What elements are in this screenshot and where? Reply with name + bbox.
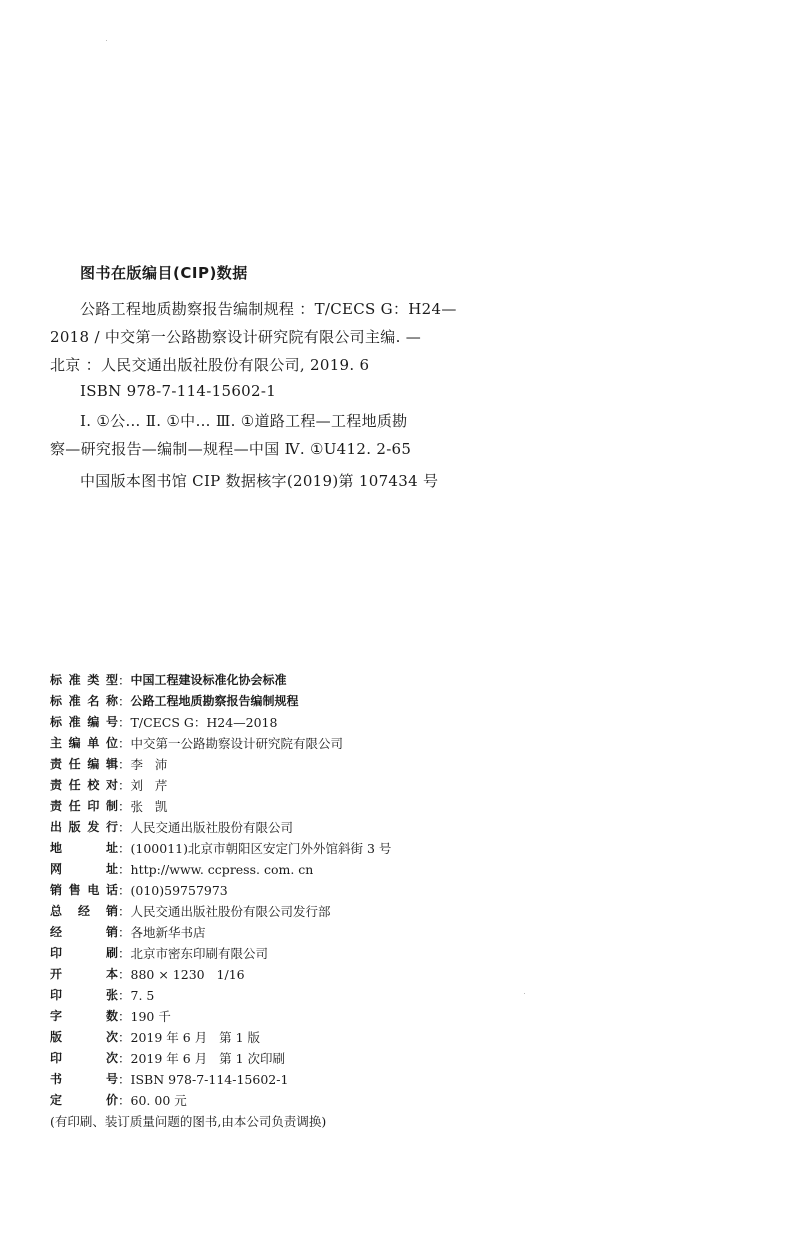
colon: ： xyxy=(118,757,131,772)
colophon-value: 公路工程地质勘察报告编制规程 xyxy=(130,694,299,708)
colophon-label: 责任校对 xyxy=(50,778,118,792)
colophon-row xyxy=(50,754,550,775)
colon: ： xyxy=(118,967,131,982)
colon: ： xyxy=(118,1009,131,1024)
colophon-row xyxy=(50,1006,550,1027)
colophon-label: 印次 xyxy=(50,1051,118,1065)
colophon-label: 责任编辑 xyxy=(50,757,118,771)
colophon-value: 2019 年 6 月 第 1 次印刷 xyxy=(130,1051,286,1066)
colophon-label: 标准编号 xyxy=(50,715,118,729)
colophon-label: 主编单位 xyxy=(50,736,118,750)
colophon-row xyxy=(50,985,550,1006)
colophon-value: ISBN 978-7-114-15602-1 xyxy=(130,1072,289,1087)
colophon-value: 中交第一公路勘察设计研究院有限公司 xyxy=(130,736,344,751)
cip-publisher-line: 北京 ：人民交通出版社股份有限公司, 2019. 6 xyxy=(50,356,370,374)
colophon-value: 人民交通出版社股份有限公司发行部 xyxy=(130,904,331,919)
colophon-row xyxy=(50,733,550,754)
colophon-row xyxy=(50,691,550,712)
colophon-label: 标准名称 xyxy=(50,694,118,708)
colophon-value: 7. 5 xyxy=(130,988,155,1003)
colophon-value: 北京市密东印刷有限公司 xyxy=(130,946,269,961)
quality-note: (有印刷、装订质量问题的图书,由本公司负责调换) xyxy=(50,1114,327,1129)
colophon-row xyxy=(50,880,550,901)
colophon-row xyxy=(50,1069,550,1090)
colophon-label: 网址 xyxy=(50,862,118,876)
cip-heading: 图书在版编目(CIP)数据 xyxy=(80,264,248,282)
colophon-row xyxy=(50,943,550,964)
colophon-value: T/CECS G：H24—2018 xyxy=(130,715,278,730)
colophon-row xyxy=(50,901,550,922)
cip-title-line: 公路工程地质勘察报告编制规程 ：T/CECS G：H24— xyxy=(80,300,457,318)
colophon-value: 190 千 xyxy=(130,1009,171,1024)
colophon-row xyxy=(50,775,550,796)
colophon-row xyxy=(50,964,550,985)
cip-isbn-line: ISBN 978-7-114-15602-1 xyxy=(80,382,277,400)
colon: ： xyxy=(118,799,131,814)
colophon-value: http://www. ccpress. com. cn xyxy=(130,862,314,877)
colon: ： xyxy=(118,925,131,940)
colon: ： xyxy=(118,1030,131,1045)
colon: ： xyxy=(118,715,131,730)
colophon-label: 版次 xyxy=(50,1030,118,1044)
colophon-value: 张 凯 xyxy=(130,799,168,814)
colophon-label: 印刷 xyxy=(50,946,118,960)
colophon-row xyxy=(50,670,550,691)
colon: ： xyxy=(118,778,131,793)
colophon-row xyxy=(50,838,550,859)
colon: ： xyxy=(118,1072,131,1087)
cip-author-line: 2018 / 中交第一公路勘察设计研究院有限公司主编. — xyxy=(50,328,422,346)
colophon-label: 印张 xyxy=(50,988,118,1002)
colophon-label: 责任印制 xyxy=(50,799,118,813)
colon: ： xyxy=(118,736,131,751)
colophon-row xyxy=(50,796,550,817)
colophon-value: 2019 年 6 月 第 1 版 xyxy=(130,1030,261,1045)
colophon-label: 书号 xyxy=(50,1072,118,1086)
colophon-value: 刘 芹 xyxy=(130,778,168,793)
colon: ： xyxy=(118,1051,131,1066)
colophon-value: (010)59757973 xyxy=(130,883,228,898)
colophon-row xyxy=(50,1048,550,1069)
colon: ： xyxy=(118,904,131,919)
colophon-label: 经销 xyxy=(50,925,118,939)
colophon-label: 开本 xyxy=(50,967,118,981)
colophon-label: 定价 xyxy=(50,1093,118,1107)
colon: ： xyxy=(118,946,131,961)
colon: ： xyxy=(118,694,131,709)
colon: ： xyxy=(118,1093,131,1108)
colophon xyxy=(50,670,550,1132)
colophon-label: 销售电话 xyxy=(50,883,118,897)
colophon-value: 880 × 1230 1/16 xyxy=(130,967,245,982)
colon: ： xyxy=(118,862,131,877)
colophon-row xyxy=(50,1027,550,1048)
colophon-row xyxy=(50,1090,550,1111)
cip-subject-line-cont: 察—研究报告—编制—规程—中国 Ⅳ. ①U412. 2-65 xyxy=(50,440,412,458)
colophon-value: 李 沛 xyxy=(130,757,168,772)
colophon-value: 中国工程建设标准化协会标准 xyxy=(130,673,287,687)
colon: ： xyxy=(118,988,131,1003)
colophon-label: 地址 xyxy=(50,841,118,855)
colophon-row xyxy=(50,859,550,880)
colophon-row xyxy=(50,817,550,838)
colophon-label: 总经销 xyxy=(50,904,118,918)
colophon-label: 出版发行 xyxy=(50,820,118,834)
colophon-label: 标准类型 xyxy=(50,673,118,687)
colon: ： xyxy=(118,820,131,835)
cip-subject-line: Ⅰ. ①公… Ⅱ. ①中… Ⅲ. ①道路工程—工程地质勘 xyxy=(80,412,408,430)
cip-data-number-line: 中国版本图书馆 CIP 数据核字(2019)第 107434 号 xyxy=(80,472,439,490)
scan-speck xyxy=(106,40,107,41)
colophon-value: 60. 00 元 xyxy=(130,1093,187,1108)
colon: ： xyxy=(118,673,131,688)
colophon-value: 各地新华书店 xyxy=(130,925,206,940)
colophon-value: 人民交通出版社股份有限公司 xyxy=(130,820,294,835)
colon: ： xyxy=(118,883,131,898)
colophon-row xyxy=(50,712,550,733)
colophon-value: (100011)北京市朝阳区安定门外外馆斜街 3 号 xyxy=(130,841,392,856)
colophon-label: 字数 xyxy=(50,1009,118,1023)
colophon-row xyxy=(50,922,550,943)
colon: ： xyxy=(118,841,131,856)
